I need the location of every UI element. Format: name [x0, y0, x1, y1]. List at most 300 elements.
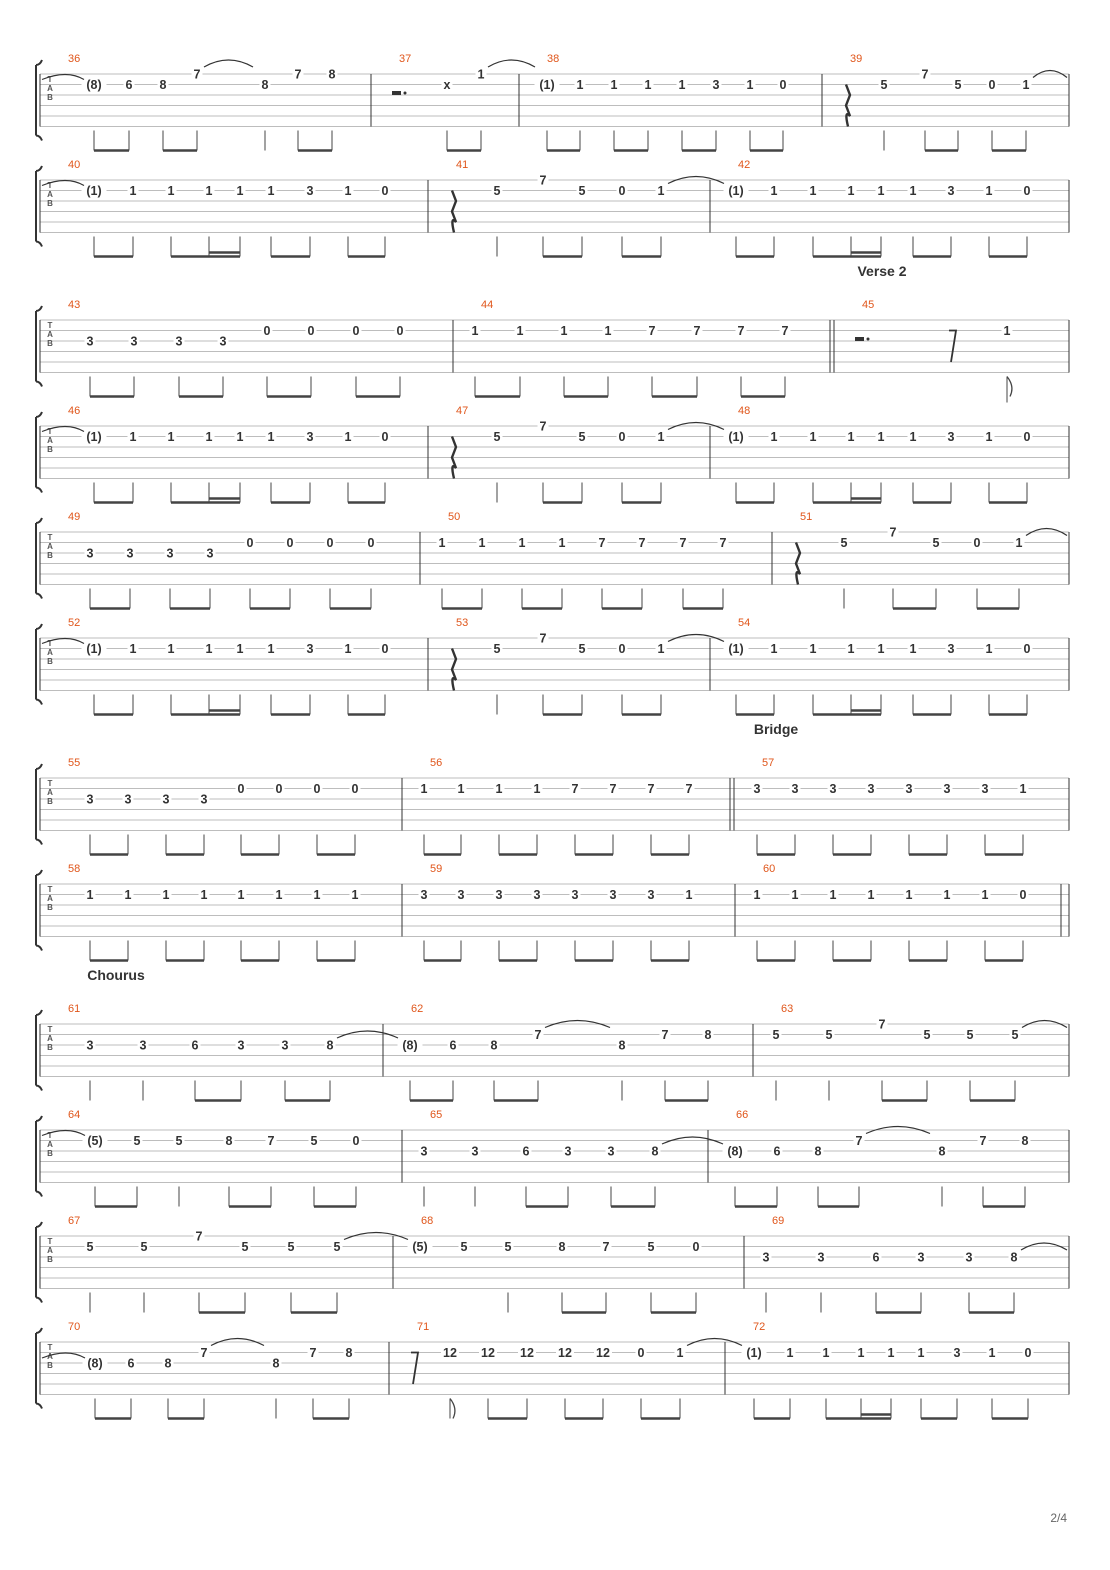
fret-number: 7 — [737, 324, 745, 338]
fret-number: 3 — [124, 792, 132, 807]
tab-clef-letter: A — [47, 542, 53, 551]
fret-number: 3 — [206, 546, 214, 561]
fret-number: 3 — [219, 334, 227, 349]
fret-number: 1 — [1022, 78, 1030, 92]
fret-number: 3 — [965, 1250, 973, 1265]
eighth-rest — [949, 331, 956, 363]
tab-system — [36, 617, 1069, 715]
fret-number: 5 — [460, 1240, 468, 1254]
tab-clef-letter: B — [47, 657, 53, 666]
tab-clef-letter: B — [47, 93, 53, 102]
measure-number: 55 — [68, 757, 81, 769]
tab-clef-letter: A — [47, 648, 53, 657]
fret-number: 3 — [647, 888, 655, 902]
fret-number: 1 — [478, 536, 486, 550]
fret-number: 1 — [791, 888, 799, 902]
fret-number: 1 — [676, 1346, 684, 1360]
fret-number: 3 — [237, 1038, 245, 1053]
fret-number: 5 — [578, 184, 586, 198]
fret-number: 7 — [195, 1229, 203, 1244]
fret-number: 12 — [520, 1346, 534, 1360]
fret-number: 1 — [909, 430, 917, 444]
fret-number: 5 — [175, 1134, 183, 1148]
measure-number: 54 — [738, 617, 751, 629]
system-bracket — [36, 870, 42, 951]
fret-number: 0 — [973, 536, 981, 550]
fret-number: 1 — [560, 324, 568, 338]
fret-number: 0 — [779, 78, 787, 92]
fret-number: 1 — [770, 430, 778, 444]
fret-number: 1 — [124, 888, 132, 902]
fret-number: (8) — [727, 1144, 743, 1159]
fret-number: 0 — [618, 184, 626, 198]
fret-number: 1 — [985, 430, 993, 444]
fret-number: 8 — [938, 1144, 946, 1159]
system-bracket — [36, 1328, 42, 1409]
fret-number: (5) — [87, 1134, 103, 1148]
fret-number: 1 — [495, 782, 503, 796]
fret-number: 0 — [381, 430, 389, 444]
tab-clef-letter: A — [47, 1352, 53, 1361]
fret-number: 3 — [917, 1250, 925, 1265]
fret-number: 0 — [246, 536, 254, 550]
fret-number: 8 — [1021, 1134, 1029, 1148]
fret-number: 1 — [770, 184, 778, 198]
tab-clef-letter: B — [47, 445, 53, 454]
fret-number: 7 — [571, 782, 579, 796]
fret-number: 0 — [307, 324, 315, 338]
fret-number: 0 — [275, 782, 283, 796]
fret-number: 0 — [381, 184, 389, 198]
tab-clef-letter: T — [47, 75, 53, 84]
fret-number: 0 — [352, 324, 360, 338]
fret-number: 1 — [909, 642, 917, 656]
tab-clef-letter: T — [47, 1131, 53, 1140]
tab-clef-letter: T — [47, 779, 53, 788]
measure-number: 47 — [456, 405, 469, 417]
fret-number: 0 — [396, 324, 404, 338]
fret-number: 1 — [887, 1346, 895, 1360]
fret-number: 3 — [162, 792, 170, 807]
measure-number: 60 — [763, 863, 776, 875]
fret-number: 3 — [753, 782, 761, 796]
measure-number: 46 — [68, 405, 81, 417]
fret-number: 1 — [420, 782, 428, 796]
fret-number: 3 — [126, 546, 134, 561]
fret-number: 1 — [167, 642, 175, 656]
section-label: Verse 2 — [857, 263, 907, 279]
fret-number: 8 — [326, 1038, 334, 1053]
fret-number: 8 — [558, 1240, 566, 1254]
measure-number: 61 — [68, 1003, 81, 1015]
fret-number: 1 — [847, 184, 855, 198]
fret-number: 0 — [1024, 1346, 1032, 1360]
fret-number: 3 — [420, 888, 428, 902]
tab-clef-letter: B — [47, 903, 53, 912]
fret-number: 5 — [578, 642, 586, 656]
fret-number: 1 — [516, 324, 524, 338]
tab-system — [36, 511, 1069, 609]
fret-number: 1 — [533, 782, 541, 796]
fret-number: 1 — [576, 78, 584, 92]
fret-number: 1 — [267, 642, 275, 656]
fret-number: 7 — [685, 782, 693, 796]
measure-number: 65 — [430, 1109, 443, 1121]
fret-number: 0 — [618, 430, 626, 444]
fret-number: 7 — [638, 536, 646, 550]
tab-clef-letter: A — [47, 84, 53, 93]
fret-number: 6 — [872, 1250, 880, 1265]
fret-number: 5 — [825, 1028, 833, 1042]
fret-number: 1 — [237, 888, 245, 902]
half-rest — [392, 91, 401, 95]
fret-number: 1 — [205, 184, 213, 198]
measure-number: 64 — [68, 1109, 81, 1121]
measure-number: 41 — [456, 159, 469, 171]
measure-number: 37 — [399, 53, 412, 65]
fret-number: 1 — [985, 642, 993, 656]
fret-number: 3 — [130, 334, 138, 349]
fret-number: (1) — [539, 78, 555, 92]
fret-number: 1 — [471, 324, 479, 338]
fret-number: 8 — [164, 1356, 172, 1371]
fret-number: 5 — [493, 642, 501, 656]
fret-number: 1 — [809, 184, 817, 198]
measure-number: 68 — [421, 1215, 434, 1227]
fret-number: 1 — [847, 430, 855, 444]
tab-clef-letter: A — [47, 1034, 53, 1043]
fret-number: 6 — [522, 1144, 530, 1159]
fret-number: 3 — [607, 1144, 615, 1159]
rest-dot — [404, 92, 407, 95]
fret-number: 3 — [166, 546, 174, 561]
fret-number: 1 — [205, 642, 213, 656]
fret-number: 7 — [693, 324, 701, 338]
note-flag — [1007, 377, 1012, 397]
tab-clef-letter: A — [47, 788, 53, 797]
fret-number: (8) — [402, 1038, 418, 1053]
fret-number: 5 — [966, 1028, 974, 1042]
fret-number: 1 — [657, 430, 665, 444]
fret-number: 1 — [344, 184, 352, 198]
fret-number: (1) — [746, 1346, 762, 1360]
fret-number: 0 — [352, 1134, 360, 1148]
measure-number: 49 — [68, 511, 81, 523]
tab-system — [36, 263, 1069, 403]
fret-number: 0 — [988, 78, 996, 92]
fret-number: 1 — [657, 184, 665, 198]
fret-number: 5 — [140, 1240, 148, 1254]
fret-number: 3 — [947, 184, 955, 198]
fret-number: 1 — [610, 78, 618, 92]
fret-number: 5 — [310, 1134, 318, 1148]
fret-number: 3 — [86, 546, 94, 561]
fret-number: 12 — [481, 1346, 495, 1360]
fret-number: 8 — [225, 1134, 233, 1148]
fret-number: 1 — [167, 184, 175, 198]
measure-number: 62 — [411, 1003, 424, 1015]
fret-number: 1 — [877, 430, 885, 444]
fret-number: 1 — [685, 888, 693, 902]
tab-clef-letter: A — [47, 1140, 53, 1149]
fret-number: 5 — [578, 430, 586, 444]
fret-number: 1 — [753, 888, 761, 902]
fret-number: 3 — [947, 642, 955, 656]
fret-number: 3 — [571, 888, 579, 902]
fret-number: 1 — [344, 430, 352, 444]
half-rest — [855, 337, 864, 341]
fret-number: 3 — [817, 1250, 825, 1265]
eighth-rest — [411, 1353, 418, 1385]
tab-system — [36, 1321, 1069, 1419]
fret-number: 3 — [420, 1144, 428, 1159]
fret-number: 8 — [814, 1144, 822, 1159]
fret-number: 0 — [618, 642, 626, 656]
tab-clef-letter: T — [47, 533, 53, 542]
fret-number: 0 — [286, 536, 294, 550]
fret-number: 5 — [1011, 1028, 1019, 1042]
tab-system — [36, 1109, 1069, 1207]
fret-number: 1 — [162, 888, 170, 902]
fret-number: 3 — [953, 1346, 961, 1360]
fret-number: 1 — [746, 78, 754, 92]
fret-number: 1 — [457, 782, 465, 796]
fret-number: 6 — [125, 78, 133, 92]
fret-number: 0 — [1023, 430, 1031, 444]
fret-number: 1 — [877, 184, 885, 198]
section-label: Bridge — [753, 721, 799, 737]
fret-number: 1 — [809, 430, 817, 444]
tab-system — [36, 159, 1069, 257]
fret-number: 7 — [855, 1134, 863, 1148]
tab-clef-letter: B — [47, 1149, 53, 1158]
fret-number: 1 — [167, 430, 175, 444]
fret-number: (8) — [86, 78, 102, 92]
measure-number: 43 — [68, 299, 81, 311]
fret-number: 7 — [679, 536, 687, 550]
fret-number: 0 — [263, 324, 271, 338]
tab-clef-letter: A — [47, 894, 53, 903]
fret-number: 0 — [1023, 184, 1031, 198]
fret-number: 3 — [609, 888, 617, 902]
fret-number: 8 — [328, 67, 336, 82]
fret-number: 0 — [367, 536, 375, 550]
fret-number: 7 — [309, 1346, 317, 1360]
fret-number: 1 — [236, 184, 244, 198]
fret-number: 1 — [822, 1346, 830, 1360]
fret-number: 1 — [267, 430, 275, 444]
fret-number: 1 — [558, 536, 566, 550]
fret-number: 7 — [598, 536, 606, 550]
fret-number: 0 — [237, 782, 245, 796]
fret-number: 1 — [604, 324, 612, 338]
measure-number: 72 — [753, 1321, 766, 1333]
fret-number: 0 — [1023, 642, 1031, 656]
fret-number: 5 — [840, 536, 848, 550]
fret-number: (1) — [86, 642, 102, 656]
fret-number: 5 — [923, 1028, 931, 1042]
tab-clef-letter: T — [47, 1025, 53, 1034]
tab-clef-letter: B — [47, 1361, 53, 1370]
fret-number: 1 — [847, 642, 855, 656]
fret-number: 7 — [661, 1028, 669, 1042]
fret-number: (1) — [86, 184, 102, 198]
fret-number: 1 — [909, 184, 917, 198]
fret-number: 8 — [651, 1144, 659, 1159]
fret-number: 3 — [86, 792, 94, 807]
fret-number: 7 — [200, 1346, 208, 1360]
fret-number: 1 — [981, 888, 989, 902]
fret-number: 3 — [829, 782, 837, 796]
fret-number: 1 — [1015, 536, 1023, 550]
tab-clef-letter: B — [47, 551, 53, 560]
measure-number: 59 — [430, 863, 443, 875]
fret-number: 5 — [932, 536, 940, 550]
fret-number: 6 — [127, 1356, 135, 1371]
fret-number: 7 — [534, 1028, 542, 1042]
fret-number: 1 — [351, 888, 359, 902]
fret-number: 3 — [943, 782, 951, 796]
fret-number: 3 — [495, 888, 503, 902]
measure-number: 44 — [481, 299, 494, 311]
measure-number: 66 — [736, 1109, 749, 1121]
fret-number: 12 — [443, 1346, 457, 1360]
measure-number: 48 — [738, 405, 751, 417]
fret-number: 0 — [381, 642, 389, 656]
fret-number: 5 — [333, 1240, 341, 1254]
fret-number: 7 — [781, 324, 789, 338]
fret-number: 7 — [648, 324, 656, 338]
measure-number: 71 — [417, 1321, 430, 1333]
fret-number: 3 — [86, 1038, 94, 1053]
measure-number: 52 — [68, 617, 81, 629]
fret-number: 8 — [159, 78, 167, 92]
section-label: Chourus — [87, 967, 145, 983]
fret-number: 1 — [236, 430, 244, 444]
measure-number: 40 — [68, 159, 81, 171]
fret-number: 1 — [200, 888, 208, 902]
measure-number: 63 — [781, 1003, 794, 1015]
fret-number: 3 — [791, 782, 799, 796]
fret-number: 3 — [306, 184, 314, 198]
system-bracket — [36, 764, 42, 845]
fret-number: 0 — [313, 782, 321, 796]
fret-number: 7 — [539, 631, 547, 646]
fret-number: 3 — [200, 792, 208, 807]
fret-number: 1 — [877, 642, 885, 656]
system-bracket — [36, 166, 42, 247]
fret-number: 1 — [267, 184, 275, 198]
fret-number: 1 — [477, 67, 485, 82]
fret-number: 1 — [943, 888, 951, 902]
fret-number: 3 — [564, 1144, 572, 1159]
fret-number: 1 — [1019, 782, 1027, 796]
tab-clef-letter: B — [47, 339, 53, 348]
note-flag — [450, 1399, 455, 1419]
tab-system — [36, 53, 1069, 151]
fret-number: 7 — [921, 67, 929, 82]
tab-clef-letter: T — [47, 1343, 53, 1352]
fret-number: 8 — [345, 1346, 353, 1360]
measure-number: 67 — [68, 1215, 81, 1227]
system-bracket — [36, 518, 42, 599]
fret-number: 7 — [647, 782, 655, 796]
fret-number: 3 — [457, 888, 465, 902]
fret-number: 5 — [493, 184, 501, 198]
fret-number: 1 — [867, 888, 875, 902]
fret-number: (1) — [728, 184, 744, 198]
measure-number: 57 — [762, 757, 775, 769]
measure-number: 38 — [547, 53, 560, 65]
system-bracket — [36, 1222, 42, 1303]
system-bracket — [36, 624, 42, 705]
fret-number: 3 — [306, 642, 314, 656]
fret-number: 7 — [609, 782, 617, 796]
fret-number: 1 — [809, 642, 817, 656]
fret-number: 1 — [438, 536, 446, 550]
fret-number: 1 — [344, 642, 352, 656]
fret-number: 3 — [947, 430, 955, 444]
tab-clef-letter: T — [47, 639, 53, 648]
fret-number: 3 — [306, 430, 314, 444]
fret-number: 1 — [1003, 324, 1011, 338]
fret-number: 1 — [857, 1346, 865, 1360]
tab-system — [36, 721, 1069, 855]
fret-number: 1 — [917, 1346, 925, 1360]
tab-clef-letter: A — [47, 330, 53, 339]
system-bracket — [36, 306, 42, 387]
tab-system — [36, 863, 1069, 961]
fret-number: 5 — [493, 430, 501, 444]
fret-number: 7 — [539, 419, 547, 434]
fret-number: (1) — [728, 430, 744, 444]
measure-number: 50 — [448, 511, 461, 523]
tab-system — [36, 967, 1069, 1101]
tab-clef-letter: A — [47, 190, 53, 199]
fret-number: 1 — [313, 888, 321, 902]
fret-number: 1 — [985, 184, 993, 198]
fret-number: 1 — [657, 642, 665, 656]
fret-number: 7 — [878, 1017, 886, 1032]
measure-number: 56 — [430, 757, 443, 769]
fret-number: 1 — [236, 642, 244, 656]
fret-number: 7 — [889, 525, 897, 540]
fret-number: 0 — [326, 536, 334, 550]
fret-number: 8 — [490, 1038, 498, 1053]
fret-number: 8 — [272, 1356, 280, 1371]
tab-clef-letter: A — [47, 436, 53, 445]
fret-number: 0 — [1019, 888, 1027, 902]
fret-number: 3 — [867, 782, 875, 796]
fret-number: 3 — [471, 1144, 479, 1159]
fret-number: 8 — [704, 1028, 712, 1042]
fret-number: (1) — [86, 430, 102, 444]
tab-clef-letter: B — [47, 1255, 53, 1264]
fret-number: 1 — [988, 1346, 996, 1360]
fret-number: 5 — [504, 1240, 512, 1254]
fret-number: 5 — [287, 1240, 295, 1254]
fret-number: (1) — [728, 642, 744, 656]
tab-clef-letter: T — [47, 181, 53, 190]
fret-number: 8 — [1010, 1250, 1018, 1265]
fret-number: 7 — [539, 173, 547, 188]
fret-number: 7 — [294, 67, 302, 82]
fret-number: (8) — [87, 1356, 103, 1371]
fret-number: 5 — [647, 1240, 655, 1254]
measure-number: 39 — [850, 53, 863, 65]
tab-clef-letter: A — [47, 1246, 53, 1255]
fret-number: 1 — [129, 642, 137, 656]
